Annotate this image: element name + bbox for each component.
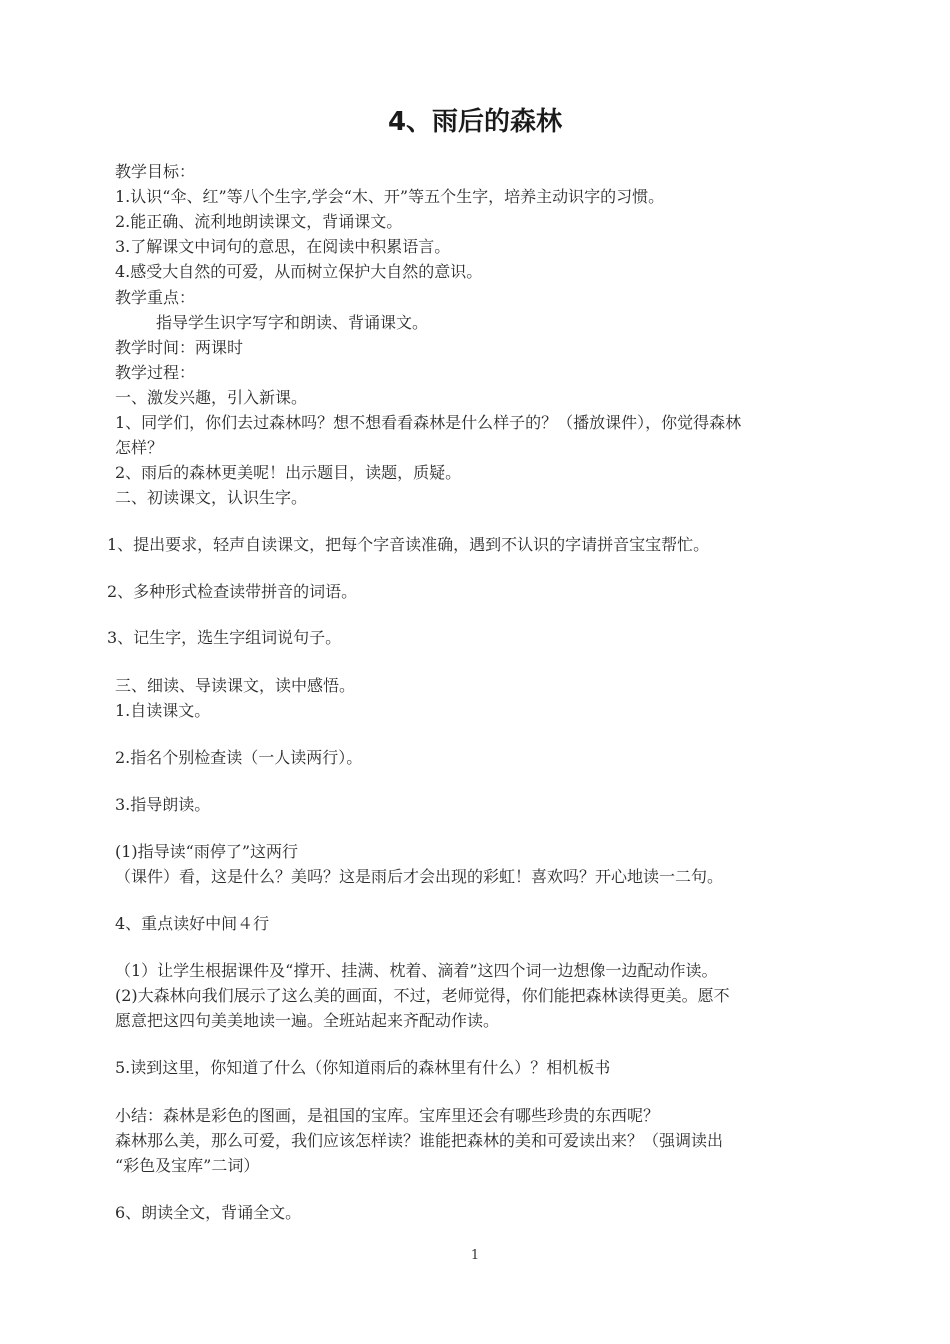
- text-line: 指导学生识字写字和朗读、背诵课文。: [156, 313, 429, 332]
- page-number: 1: [470, 1248, 480, 1263]
- text-line: （课件）看，这是什么？美吗？这是雨后才会出现的彩虹！喜欢吗？开心地读一二句。: [115, 867, 724, 886]
- text-line: （1）让学生根据课件及“撑开、挂满、枕着、滴着”这四个词一边想像一边配动作读。: [115, 961, 718, 980]
- text-line: (1)指导读“雨停了”这两行: [115, 842, 299, 861]
- text-line: 教学目标：: [115, 162, 196, 181]
- text-line: 2、雨后的森林更美呢！出示题目，读题，质疑。: [115, 463, 462, 482]
- text-line: “彩色及宝库”二词）: [115, 1156, 260, 1175]
- text-line: (2)大森林向我们展示了这么美的画面，不过，老师觉得，你们能把森林读得更美。愿不: [115, 986, 730, 1005]
- text-line: 1.认识“伞、红”等八个生字,学会“木、开”等五个生字，培养主动识字的习惯。: [115, 187, 665, 206]
- text-line: 3、记生字，选生字组词说句子。: [107, 628, 342, 647]
- text-line: 1.自读课文。: [115, 701, 211, 720]
- text-line: 2.指名个别检查读（一人读两行）。: [115, 748, 363, 767]
- text-line: 三、细读、导读课文，读中感悟。: [115, 676, 356, 695]
- document-title: 4、雨后的森林: [387, 107, 563, 137]
- text-line: 教学过程：: [115, 363, 196, 382]
- text-line: 1、提出要求，轻声自读课文，把每个字音读准确，遇到不认识的字请拼音宝宝帮忙。: [107, 535, 710, 554]
- text-line: 6、朗读全文，背诵全文。: [115, 1203, 302, 1222]
- text-line: 4.感受大自然的可爱，从而树立保护大自然的意识。: [115, 262, 483, 281]
- text-line: 1、同学们，你们去过森林吗？想不想看看森林是什么样子的？（播放课件），你觉得森林: [115, 413, 742, 432]
- text-line: 怎样？: [115, 438, 164, 457]
- text-line: 2、多种形式检查读带拼音的词语。: [107, 582, 358, 601]
- text-line: 教学时间：两课时: [115, 338, 244, 357]
- text-line: 二、初读课文，认识生字。: [115, 488, 308, 507]
- text-line: 3.指导朗读。: [115, 795, 211, 814]
- text-line: 教学重点：: [115, 288, 196, 307]
- text-line: 一、激发兴趣，引入新课。: [115, 388, 308, 407]
- text-line: 3.了解课文中词句的意思，在阅读中积累语言。: [115, 237, 451, 256]
- text-line: 愿意把这四句美美地读一遍。全班站起来齐配动作读。: [115, 1011, 500, 1030]
- text-line: 森林那么美，那么可爱，我们应该怎样读？谁能把森林的美和可爱读出来？（强调读出: [115, 1131, 724, 1150]
- text-line: 小结：森林是彩色的图画，是祖国的宝库。宝库里还会有哪些珍贵的东西呢？: [115, 1106, 660, 1125]
- text-line: 2.能正确、流利地朗读课文，背诵课文。: [115, 212, 403, 231]
- text-line: 4、重点读好中间４行: [115, 914, 270, 933]
- text-line: 5.读到这里，你知道了什么（你知道雨后的森林里有什么）？相机板书: [115, 1058, 611, 1077]
